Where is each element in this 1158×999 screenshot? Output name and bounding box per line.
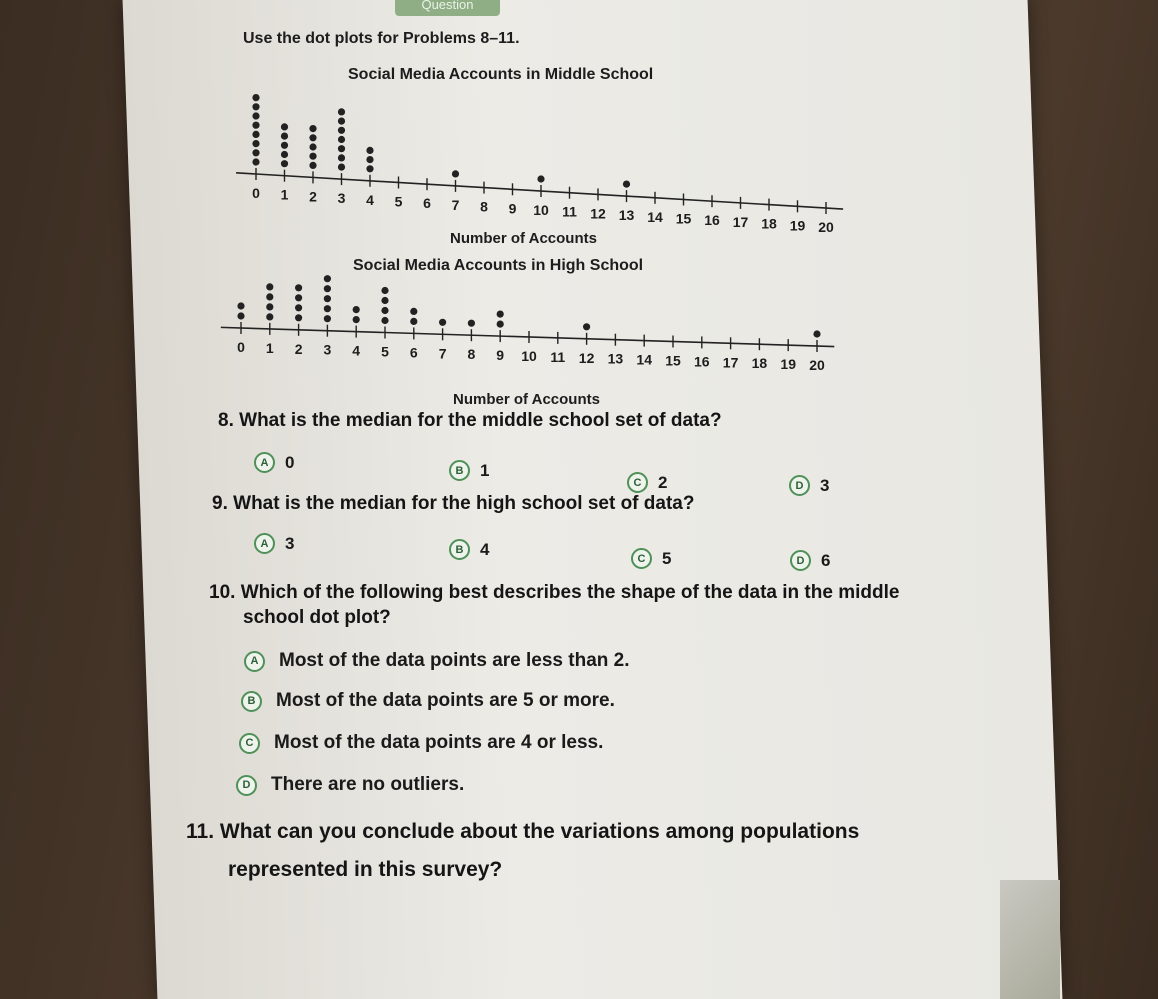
x-axis-label: Number of Accounts	[453, 391, 600, 408]
option-text: Most of the data points are 5 or more.	[276, 690, 615, 711]
q9-option-a[interactable]	[254, 533, 294, 554]
x-tick-label: 7	[438, 345, 447, 362]
x-tick-label: 20	[818, 219, 834, 235]
data-dot	[295, 304, 302, 311]
option-text: 1	[480, 460, 490, 480]
data-dot	[295, 284, 302, 291]
data-dot	[309, 162, 316, 169]
x-tick-label: 7	[451, 196, 460, 213]
option-a-badge: A	[254, 452, 275, 473]
x-tick-label: 9	[508, 200, 517, 217]
data-dot	[497, 311, 504, 318]
data-dot	[452, 170, 459, 177]
data-dot	[338, 108, 345, 115]
option-b-badge: B	[449, 539, 470, 560]
option-c-badge: C	[239, 733, 260, 754]
x-tick-label: 9	[496, 347, 505, 364]
x-tick-label: 16	[694, 353, 710, 370]
data-dot	[366, 147, 373, 154]
question-11-text-line1: What can you conclude about the variations among populations	[219, 820, 860, 843]
option-b-badge: B	[449, 460, 470, 481]
x-tick-label: 12	[578, 349, 595, 366]
middle-school-dot-plot	[230, 62, 834, 247]
paper-fold	[1000, 880, 1060, 999]
x-tick-label: 15	[675, 210, 692, 227]
x-tick-label: 6	[409, 344, 418, 361]
question-8	[218, 410, 722, 432]
data-dot	[537, 175, 544, 182]
q8-option-d[interactable]	[789, 475, 829, 496]
data-dot	[252, 122, 259, 129]
data-dot	[324, 295, 331, 302]
option-text: Most of the data points are less than 2.	[279, 650, 630, 671]
option-text: 4	[480, 539, 490, 559]
x-tick-label: 17	[732, 213, 749, 230]
x-tick-label: 5	[394, 193, 403, 210]
x-tick-label: 14	[647, 208, 663, 225]
data-dot	[309, 134, 316, 141]
q8-option-c[interactable]	[627, 472, 667, 493]
question-11-line2: represented in this survey?	[228, 858, 503, 881]
x-tick-label: 3	[323, 341, 332, 358]
data-dot	[324, 315, 331, 322]
data-dot	[252, 140, 259, 147]
data-dot	[338, 136, 345, 143]
data-dot	[410, 308, 417, 315]
option-c-badge: C	[631, 548, 652, 569]
option-text: 3	[285, 533, 295, 553]
data-dot	[338, 154, 345, 161]
option-d-badge: D	[789, 475, 810, 496]
x-axis-line	[221, 327, 834, 346]
option-c-badge: C	[627, 472, 648, 493]
data-dot	[324, 305, 331, 312]
data-dot	[366, 165, 373, 172]
option-text: 2	[658, 472, 668, 492]
data-dot	[353, 316, 360, 323]
data-dot	[623, 181, 630, 188]
data-dot	[295, 294, 302, 301]
question-8-text: What is the median for the middle school set of data?	[239, 410, 722, 431]
data-dot	[281, 142, 288, 149]
question-11	[186, 820, 859, 844]
data-dot	[237, 302, 244, 309]
q10-option-d[interactable]	[236, 774, 464, 796]
q8-option-a[interactable]	[254, 452, 294, 473]
x-tick-label: 1	[265, 339, 274, 356]
x-tick-label: 11	[550, 348, 566, 365]
x-axis-label: Number of Accounts	[450, 230, 597, 247]
option-b-badge: B	[241, 691, 262, 712]
data-dot	[252, 112, 259, 119]
q9-option-d[interactable]	[790, 550, 830, 571]
data-dot	[295, 314, 302, 321]
question-10-text-line1: Which of the following best describes the shape of the data in the middle	[240, 582, 900, 603]
x-tick-label: 5	[381, 343, 389, 360]
data-dot	[497, 321, 504, 328]
question-10-number: 10.	[209, 582, 236, 603]
data-dot	[338, 145, 345, 152]
x-tick-label: 19	[789, 217, 806, 234]
x-tick-label: 14	[636, 351, 652, 368]
data-dot	[381, 287, 388, 294]
data-dot	[338, 118, 345, 125]
x-tick-label: 4	[366, 191, 374, 208]
x-tick-label: 2	[294, 340, 303, 357]
option-text: 0	[285, 452, 295, 472]
data-dot	[468, 320, 475, 327]
x-tick-label: 18	[761, 215, 777, 232]
q10-option-a[interactable]	[244, 650, 630, 672]
header-tab: Question	[395, 0, 500, 16]
data-dot	[281, 133, 288, 140]
x-tick-label: 2	[309, 188, 317, 205]
data-dot	[266, 283, 273, 290]
x-tick-label: 17	[722, 354, 739, 371]
question-8-number: 8.	[218, 410, 234, 431]
data-dot	[324, 285, 331, 292]
x-tick-label: 19	[780, 356, 796, 373]
data-dot	[381, 307, 388, 314]
x-tick-label: 16	[704, 212, 720, 229]
x-tick-label: 18	[751, 355, 768, 372]
option-text: There are no outliers.	[271, 774, 465, 795]
question-10-line2: school dot plot?	[243, 607, 391, 628]
x-tick-label: 10	[533, 202, 549, 218]
x-tick-label: 11	[562, 203, 577, 220]
data-dot	[353, 306, 360, 313]
data-dot	[252, 131, 259, 138]
high-school-dot-plot	[215, 248, 835, 408]
q8-option-b[interactable]	[449, 460, 489, 481]
data-dot	[266, 313, 273, 320]
x-tick-label: 12	[590, 205, 606, 222]
x-tick-label: 4	[352, 342, 361, 359]
x-tick-label: 20	[809, 357, 825, 373]
option-text: 3	[820, 475, 830, 495]
q10-option-b[interactable]	[241, 690, 615, 712]
option-d-badge: D	[790, 550, 811, 571]
x-tick-label: 13	[607, 350, 624, 367]
data-dot	[381, 317, 388, 324]
option-a-badge: A	[254, 533, 275, 554]
data-dot	[252, 103, 259, 110]
x-tick-label: 8	[480, 198, 488, 215]
option-d-badge: D	[236, 775, 257, 796]
x-tick-label: 8	[467, 346, 476, 363]
x-tick-label: 0	[237, 339, 245, 355]
intro-text: Use the dot plots for Problems 8–11.	[243, 30, 520, 47]
data-dot	[324, 275, 331, 282]
x-tick-label: 1	[280, 186, 289, 203]
data-dot	[237, 312, 244, 319]
x-tick-label: 6	[423, 195, 431, 212]
q10-option-c[interactable]	[239, 732, 603, 754]
data-dot	[281, 160, 288, 167]
data-dot	[309, 125, 316, 132]
x-tick-label: 3	[337, 190, 346, 207]
data-dot	[439, 319, 446, 326]
question-9-number: 9.	[212, 493, 228, 514]
question-11-number: 11.	[186, 820, 215, 843]
data-dot	[309, 143, 316, 150]
data-dot	[266, 293, 273, 300]
data-dot	[281, 123, 288, 130]
option-text: 6	[821, 550, 831, 570]
question-9-text: What is the median for the high school set of data?	[233, 493, 695, 514]
data-dot	[410, 318, 417, 325]
data-dot	[338, 164, 345, 171]
x-tick-label: 10	[521, 348, 537, 364]
data-dot	[252, 149, 259, 156]
plot-title: Social Media Accounts in Middle School	[348, 66, 654, 83]
data-dot	[281, 151, 288, 158]
data-dot	[266, 303, 273, 310]
option-text: 5	[662, 548, 672, 568]
data-dot	[338, 127, 345, 134]
q9-option-c[interactable]	[631, 548, 671, 569]
option-text: Most of the data points are 4 or less.	[274, 732, 604, 753]
option-a-badge: A	[244, 651, 265, 672]
plot-title: Social Media Accounts in High School	[353, 257, 644, 274]
data-dot	[309, 153, 316, 160]
data-dot	[583, 323, 590, 330]
question-9	[212, 493, 694, 515]
question-10	[209, 582, 899, 604]
data-dot	[252, 94, 259, 101]
x-tick-label: 0	[252, 185, 260, 201]
x-tick-label: 13	[618, 207, 635, 224]
q9-option-b[interactable]	[449, 539, 489, 560]
data-dot	[252, 158, 259, 165]
x-tick-label: 15	[665, 352, 681, 369]
data-dot	[366, 156, 373, 163]
data-dot	[813, 330, 820, 337]
data-dot	[381, 297, 388, 304]
